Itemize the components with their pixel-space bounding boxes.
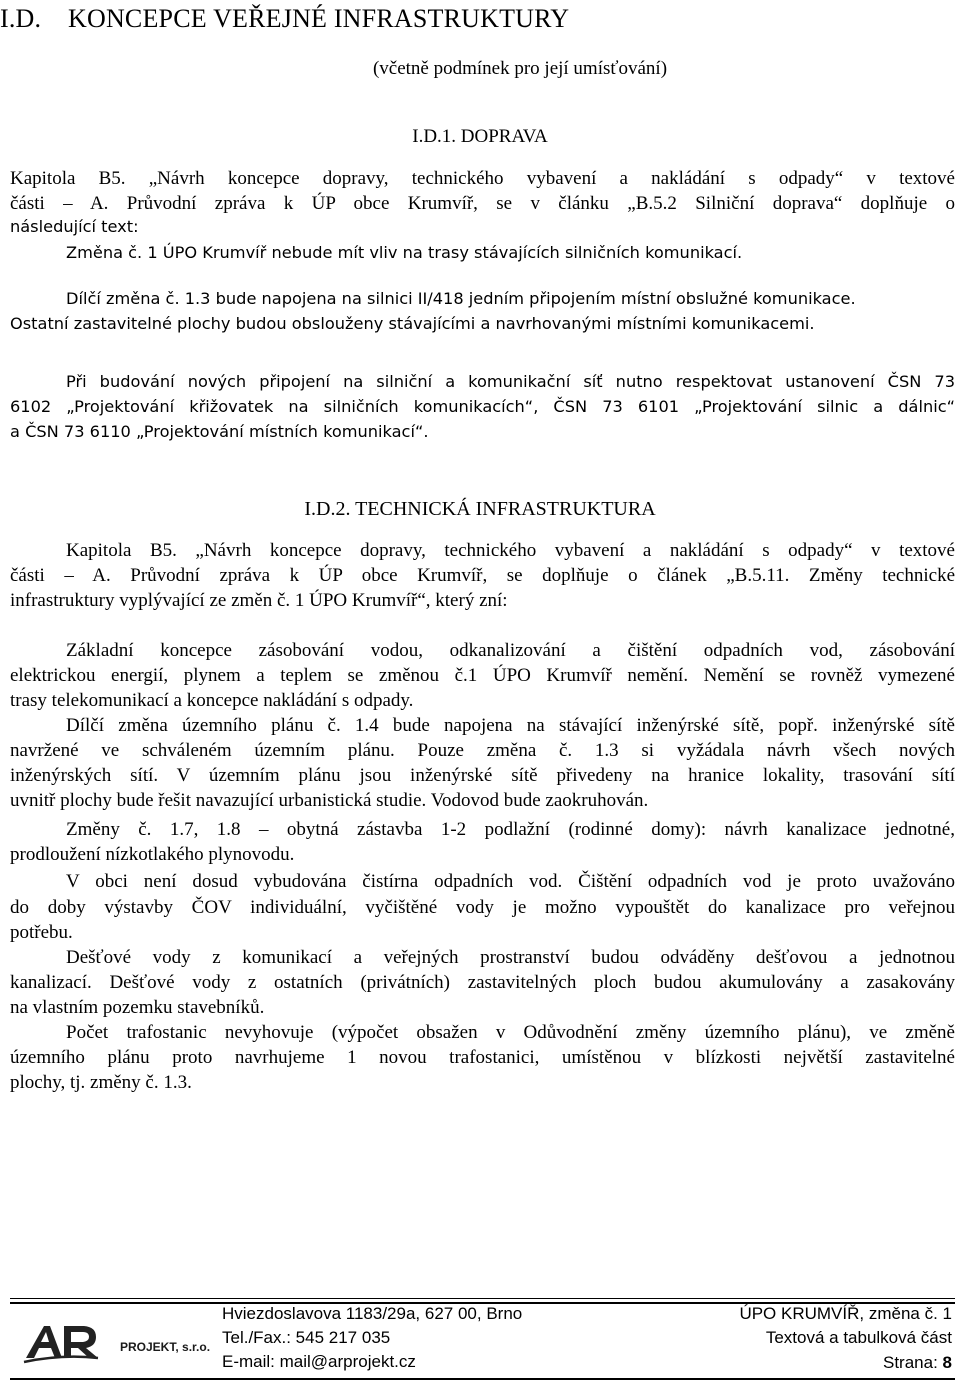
section-heading-technicka: I.D.2. TECHNICKÁ INFRASTRUKTURA (304, 498, 656, 520)
chapter-number: I.D. (0, 4, 42, 33)
tech-intro-line-3: infrastruktury vyplývající ze změn č. 1 ÚPO Krumvíř“, který zní: (10, 590, 508, 611)
tech-p2-line-3: inženýrských sítí. V územním plánu jsou inženýrské sítě přivedeny na hranice lokality, trasování sítí (10, 765, 955, 786)
footer-rule-bottom (10, 1378, 955, 1380)
tech-p5-line-2: kanalizací. Dešťové vody z ostatních (privátních) zastavitelných ploch budou akumulovány a zasakovány (10, 972, 955, 993)
tech-p5-line-3: na vlastním pozemku stavebníků. (10, 997, 265, 1018)
tech-p1-line-1: Základní koncepce zásobování vodou, odkanalizování a čištění odpadních vod, zásobování (66, 640, 955, 661)
change-1-3-line-2: Ostatní zastavitelné plochy budou obslouženy stávajícími a navrhovanými místními komunikacemi. (10, 314, 815, 333)
tech-p2-line-4: uvnitř plochy bude řešit navazující urbanistická studie. Vodovod bude zaokruhován. (10, 790, 649, 811)
csn-line-3: a ČSN 73 6110 „Projektování místních komunikací“. (10, 422, 429, 441)
page-title (0, 4, 569, 34)
tech-p4-line-1: V obci není dosud vybudována čistírna odpadních vod. Čištění odpadních vod je proto uvažováno (66, 871, 955, 892)
change-1-note: Změna č. 1 ÚPO Krumvíř nebude mít vliv na trasy stávajících silničních komunikací. (66, 243, 743, 262)
tech-p4-line-3: potřebu. (10, 922, 73, 943)
tech-p3-line-2: prodloužení nízkotlakého plynovodu. (10, 844, 295, 865)
tech-p6-line-2: územního plánu proto navrhujeme 1 novou trafostanici, umístěnou v blízkosti největší zastavitelné (10, 1047, 955, 1068)
footer-doc-title: ÚPO KRUMVÍŘ, změna č. 1 (739, 1304, 952, 1323)
section-heading-doprava: I.D.1. DOPRAVA (412, 126, 548, 147)
tech-p3-line-1: Změny č. 1.7, 1.8 – obytná zástavba 1-2 podlažní (rodinné domy): návrh kanalizace jednotné, (66, 819, 955, 840)
change-1-3-line-1: Dílčí změna č. 1.3 bude napojena na silnici II/418 jedním připojením místní obslužné komunikace. (66, 289, 856, 308)
doprava-intro-line-2: části – A. Průvodní zpráva k ÚP obce Krumvíř, se v článku „B.5.2 Silniční doprava“ doplňuje o (10, 193, 955, 214)
tech-p2-line-1: Dílčí změna územního plánu č. 1.4 bude napojena na stávající inženýrské sítě, popř. inženýrské sítě (66, 715, 955, 736)
footer-doc-part: Textová a tabulková část (765, 1328, 952, 1347)
footer-page-info (883, 1353, 952, 1373)
page-subtitle: (včetně podmínek pro její umísťování) (372, 58, 668, 79)
doprava-intro-line-3: následující text: (10, 217, 139, 236)
csn-line-1: Při budování nových připojení na silniční a komunikační síť nutno respektovat ustanovení ČSN 73 (66, 372, 955, 391)
footer-rule-top-thin (10, 1298, 955, 1299)
page-number: 8 (942, 1353, 952, 1372)
tech-p4-line-2: do doby výstavby ČOV individuální, vyčištěné vody je možno vypouštět do kanalizace pro veřejnou (10, 897, 955, 918)
ar-logo-icon (22, 1318, 122, 1368)
tech-p1-line-3: trasy telekomunikací a koncepce nakládání s odpady. (10, 690, 414, 711)
tech-p5-line-1: Dešťové vody z komunikací a veřejných prostranství budou odváděny dešťovou a jednotnou (66, 947, 955, 968)
chapter-title: KONCEPCE VEŘEJNÉ INFRASTRUKTURY (68, 4, 570, 33)
company-logo (22, 1318, 211, 1368)
page-label: Strana: (882, 1353, 938, 1372)
footer-phone: Tel./Fax.: 545 217 035 (222, 1328, 391, 1347)
logo-company-text: PROJEKT, s.r.o. (120, 1340, 211, 1354)
doprava-intro-line-1: Kapitola B5. „Návrh koncepce dopravy, technického vybavení a nakládání s odpady“ v textové (10, 168, 955, 189)
tech-p1-line-2: elektrickou energií, plynem a teplem se změnou č.1 ÚPO Krumvíř nemění. Nemění se rovněž vymezené (10, 665, 955, 686)
csn-line-2: 6102 „Projektování křižovatek na silničních komunikacích“, ČSN 73 6101 „Projektování silnic a dálnic“ (10, 397, 955, 416)
tech-intro-line-2: části – A. Průvodní zpráva k ÚP obce Krumvíř, se doplňuje o článek „B.5.11. Změny technické (10, 565, 955, 586)
footer-address: Hviezdoslavova 1183/29a, 627 00, Brno (222, 1304, 523, 1323)
tech-p6-line-3: plochy, tj. změny č. 1.3. (10, 1072, 192, 1093)
footer-email: E-mail: mail@arprojekt.cz (222, 1352, 416, 1371)
tech-intro-line-1: Kapitola B5. „Návrh koncepce dopravy, technického vybavení a nakládání s odpady“ v textové (66, 540, 955, 561)
tech-p6-line-1: Počet trafostanic nevyhovuje (výpočet obsažen v Odůvodnění změny územního plánu), ve změně (66, 1022, 955, 1043)
tech-p2-line-2: navržené ve schváleném územním plánu. Pouze změna č. 1.3 si vyžádala návrh všech nových (10, 740, 955, 761)
